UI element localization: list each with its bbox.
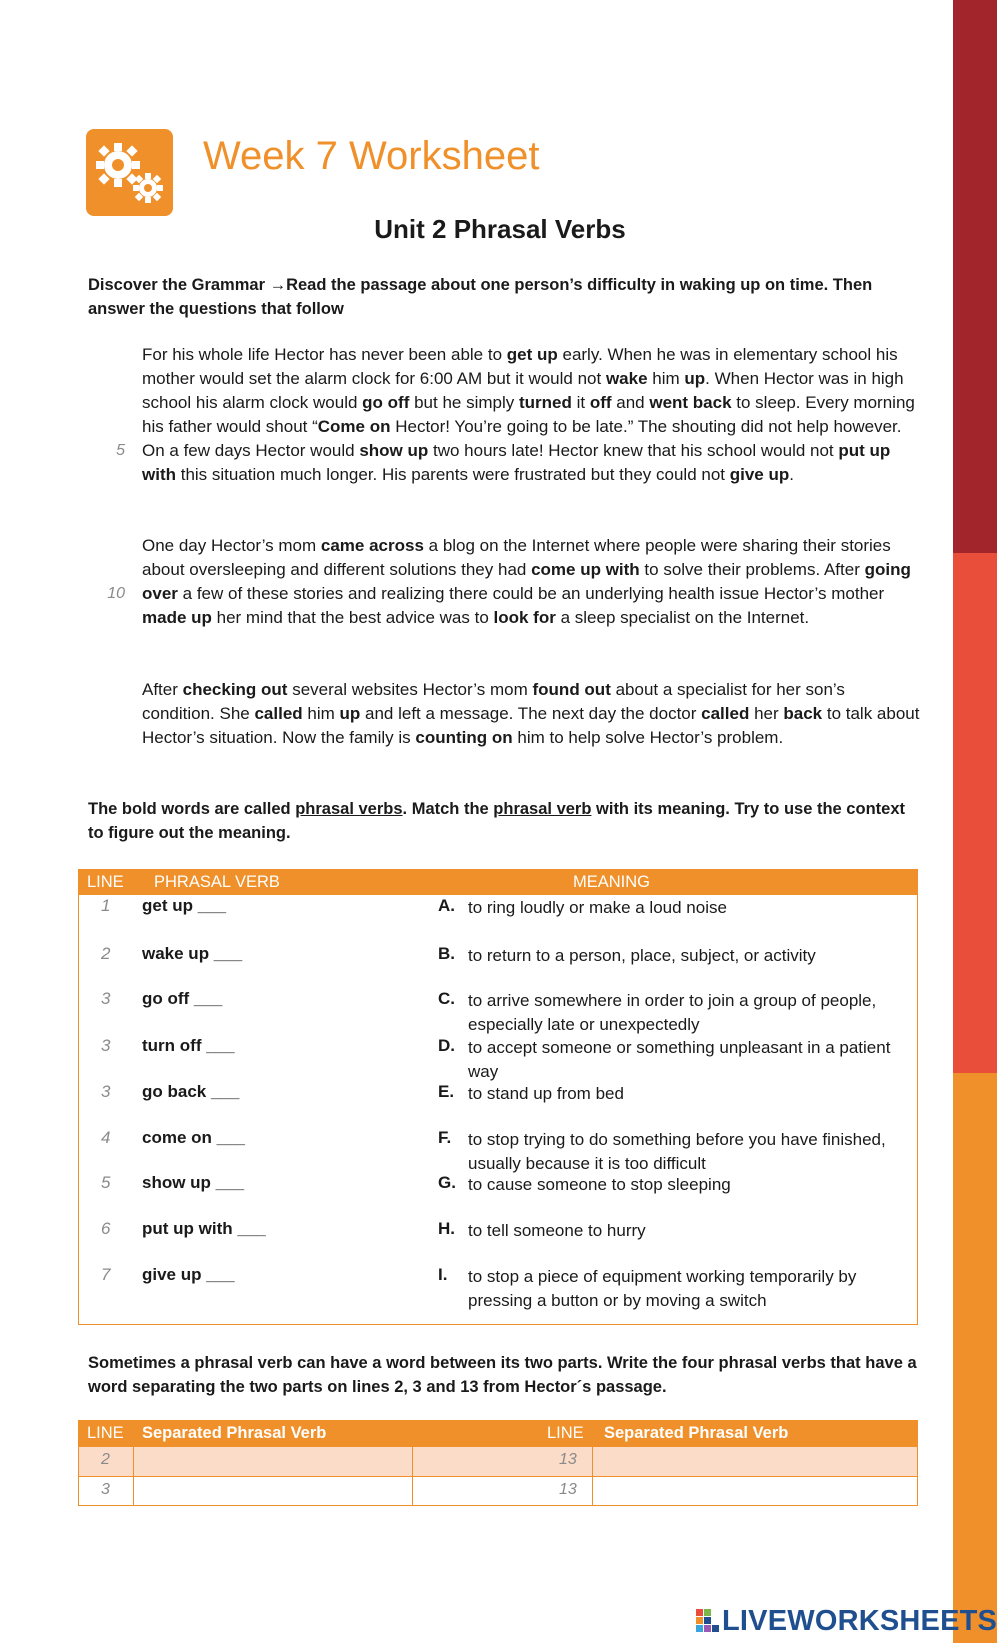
phrasal-verb-link[interactable]: phrasal verb [493, 800, 592, 818]
row-divider [79, 1476, 917, 1477]
passage-paragraph-1 [142, 343, 922, 487]
line-number: 1 [101, 896, 111, 915]
arrow-icon: → [269, 276, 287, 294]
separated-table-header [79, 1421, 917, 1447]
paragraph-2-text: One day Hector’s mom came across a blog on the Internet where people were sharing their stories about oversleeping and different solutions they had come up with to solve their problems. After going over a few of these stories and realizing there could be an underlying health issue Hector’s mother made up her mind that the best advice was to look for a sleep specialist on the Internet. [142, 536, 911, 627]
meaning-text: to cause someone to stop sleeping [468, 1175, 731, 1194]
meaning-text: to tell someone to hurry [468, 1221, 646, 1240]
phrasal-verb-answer[interactable]: go off ___ [142, 989, 223, 1008]
col-divider [592, 1447, 593, 1505]
line-number: 4 [101, 1128, 111, 1147]
passage-paragraph-2 [142, 534, 922, 630]
meaning-letter: H. [438, 1219, 455, 1238]
paragraph-1-text: For his whole life Hector has never been able to get up early. When he was in elementary school his mother would set the alarm clock for 6:00 AM but it would not wake him up. When Hector was in high school his alarm clock would go off but he simply turned it off and went back to sleep. Every morning his father would shout “Come on Hector! You’re going to be late.” The shouting did not help however. On a few days Hector would show up two hours late! Hector knew that his school would not put up with this situation much longer. His parents were frustrated but they could not give up. [142, 345, 915, 484]
brand-name: LIVEWORKSHEETS [722, 1605, 998, 1637]
line-number: 7 [101, 1265, 111, 1284]
meaning-text: to return to a person, place, subject, or activity [468, 946, 816, 965]
page-title: Week 7 Worksheet [203, 134, 540, 178]
phrasal-verb-answer[interactable]: wake up ___ [142, 944, 243, 963]
table-row [79, 944, 917, 992]
line-number: 5 [101, 1173, 111, 1192]
line-marker-10: 10 [107, 585, 125, 602]
meaning-text: to stop trying to do something before you have finished, usually because it is too difficult [468, 1130, 886, 1173]
meaning-letter: E. [438, 1082, 455, 1101]
header-meaning: MEANING [573, 873, 651, 891]
phrasal-verb-answer[interactable]: come on ___ [142, 1128, 245, 1147]
line-b: 13 [559, 1451, 577, 1468]
phrasal-verb-answer[interactable]: put up with ___ [142, 1219, 266, 1238]
table-row [79, 1036, 917, 1084]
meaning-letter: B. [438, 944, 455, 963]
line-number: 6 [101, 1219, 111, 1238]
meaning-letter: C. [438, 989, 455, 1008]
header-phrasal-verb: PHRASAL VERB [154, 873, 280, 891]
phrasal-verb-answer[interactable]: give up ___ [142, 1265, 235, 1284]
match-instr-part-1: The bold words are called [88, 800, 296, 818]
side-bar-dark-red [953, 0, 997, 553]
meaning-letter: I. [438, 1265, 448, 1284]
header-verb-a: Separated Phrasal Verb [142, 1424, 327, 1442]
line-a: 2 [101, 1451, 110, 1468]
answer-input-13b[interactable] [594, 1478, 916, 1505]
phrasal-verbs-link[interactable]: phrasal verbs [295, 800, 403, 818]
match-instructions [88, 797, 918, 845]
answer-input-2[interactable] [135, 1448, 411, 1475]
meaning-letter: A. [438, 896, 455, 915]
phrasal-verb-answer[interactable]: go back ___ [142, 1082, 240, 1101]
table-row [79, 1219, 917, 1267]
header-line-a: LINE [87, 1424, 124, 1442]
line-number: 3 [101, 989, 111, 1008]
side-bar-orange [953, 1073, 997, 1643]
line-number: 3 [101, 1036, 111, 1055]
meaning-text: to stop a piece of equipment working temporarily by pressing a button or by moving a switch [468, 1267, 857, 1310]
meaning-text: to accept someone or something unpleasant in a patient way [468, 1038, 891, 1081]
meaning-text: to arrive somewhere in order to join a group of people, especially late or unexpectedly [468, 991, 877, 1034]
line-marker-5: 5 [116, 442, 125, 459]
separated-table [78, 1420, 918, 1506]
table-row [79, 896, 917, 944]
discover-lead: Discover the Grammar [88, 276, 270, 294]
header-verb-b: Separated Phrasal Verb [604, 1424, 789, 1442]
footer-brand[interactable] [696, 1605, 996, 1635]
meaning-text: to stand up from bed [468, 1084, 624, 1103]
header-line-b: LINE [547, 1424, 584, 1442]
col-divider [412, 1447, 413, 1505]
table-row [79, 1173, 917, 1221]
phrasal-verb-answer[interactable]: turn off ___ [142, 1036, 235, 1055]
gears-icon [86, 129, 173, 216]
liveworksheets-logo-icon [696, 1609, 720, 1633]
passage-paragraph-3 [142, 678, 922, 750]
table-row [79, 989, 917, 1037]
discover-text: Read the passage about one person’s difficulty in waking up on time. Then answer the questions that follow [88, 276, 873, 318]
separated-instructions: Sometimes a phrasal verb can have a word between its two parts. Write the four phrasal verbs that have a word separating the two parts on lines 2, 3 and 13 from Hector´s passage. [88, 1354, 917, 1396]
table-row [79, 1082, 917, 1130]
match-table-header [79, 870, 917, 895]
phrasal-verb-answer[interactable]: show up ___ [142, 1173, 245, 1192]
line-a: 3 [101, 1481, 110, 1498]
meaning-letter: D. [438, 1036, 455, 1055]
meaning-letter: F. [438, 1128, 452, 1147]
line-number: 3 [101, 1082, 111, 1101]
discover-instructions [88, 273, 918, 321]
answer-input-3[interactable] [135, 1478, 411, 1505]
answer-input-13a[interactable] [594, 1448, 916, 1475]
phrasal-verb-answer[interactable]: get up ___ [142, 896, 227, 915]
match-instr-part-3: with its meaning. Try to use the context to figure out the meaning. [88, 800, 905, 842]
page-subtitle: Unit 2 Phrasal Verbs [374, 214, 626, 244]
header-line: LINE [87, 873, 124, 891]
line-number: 2 [101, 944, 111, 963]
table-row [79, 1128, 917, 1176]
match-table [78, 869, 918, 1325]
side-bar-red [953, 553, 997, 1073]
table-row [79, 1265, 917, 1313]
match-instr-part-2: . Match the [402, 800, 494, 818]
meaning-text: to ring loudly or make a loud noise [468, 898, 727, 917]
paragraph-3-text: After checking out several websites Hector’s mom found out about a specialist for her son’s condition. She called him up and left a message. The next day the doctor called her back to talk about Hector’s situation. Now the family is counting on him to help solve Hector’s problem. [142, 680, 920, 747]
meaning-letter: G. [438, 1173, 456, 1192]
line-b: 13 [559, 1481, 577, 1498]
col-divider [133, 1447, 134, 1505]
